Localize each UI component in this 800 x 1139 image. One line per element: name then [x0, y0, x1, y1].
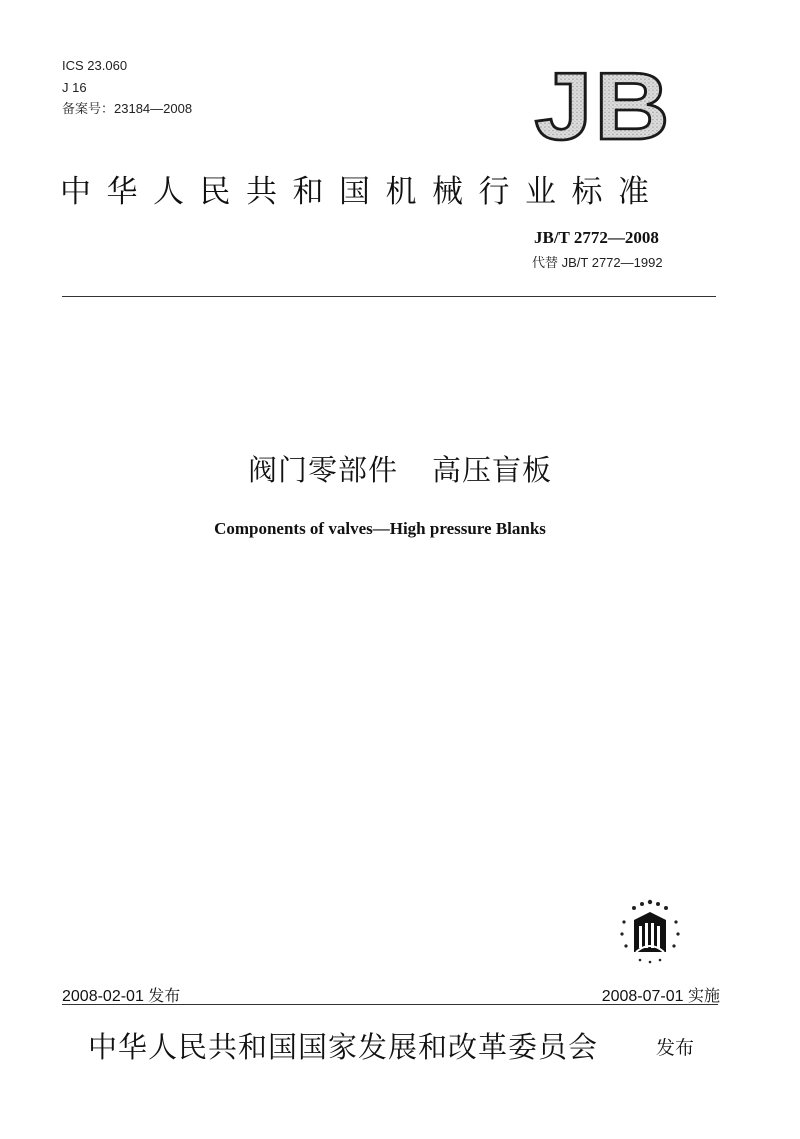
logo-text: JB	[534, 58, 672, 150]
footer-divider	[62, 1004, 718, 1005]
publisher-seal-icon	[612, 896, 688, 968]
record-number: 备案号：23184—2008	[62, 101, 193, 116]
jb-logo	[528, 58, 678, 150]
issuing-authority-suffix: 发布	[656, 1037, 695, 1059]
title-chinese-part2: 高压盲板	[432, 453, 553, 487]
classification-code: J 16	[62, 80, 87, 95]
standard-number: JB/T 2772—2008	[534, 228, 659, 247]
replaced-standard: 代替 JB/T 2772—1992	[532, 255, 663, 270]
publish-date: 2008-02-01 发布	[62, 988, 181, 1005]
header-divider	[62, 296, 716, 297]
title-english: Components of valves—High pressure Blanks	[214, 519, 546, 538]
issuing-authority: 中华人民共和国国家发展和改革委员会	[88, 1030, 599, 1064]
title-chinese	[0, 448, 800, 489]
ics-code: ICS 23.060	[62, 58, 128, 73]
implement-date: 2008-07-01 实施	[601, 988, 720, 1005]
organization-name: 中华人民共和国机械行业标准	[60, 174, 665, 210]
title-chinese-part1: 阀门零部件	[247, 453, 398, 487]
